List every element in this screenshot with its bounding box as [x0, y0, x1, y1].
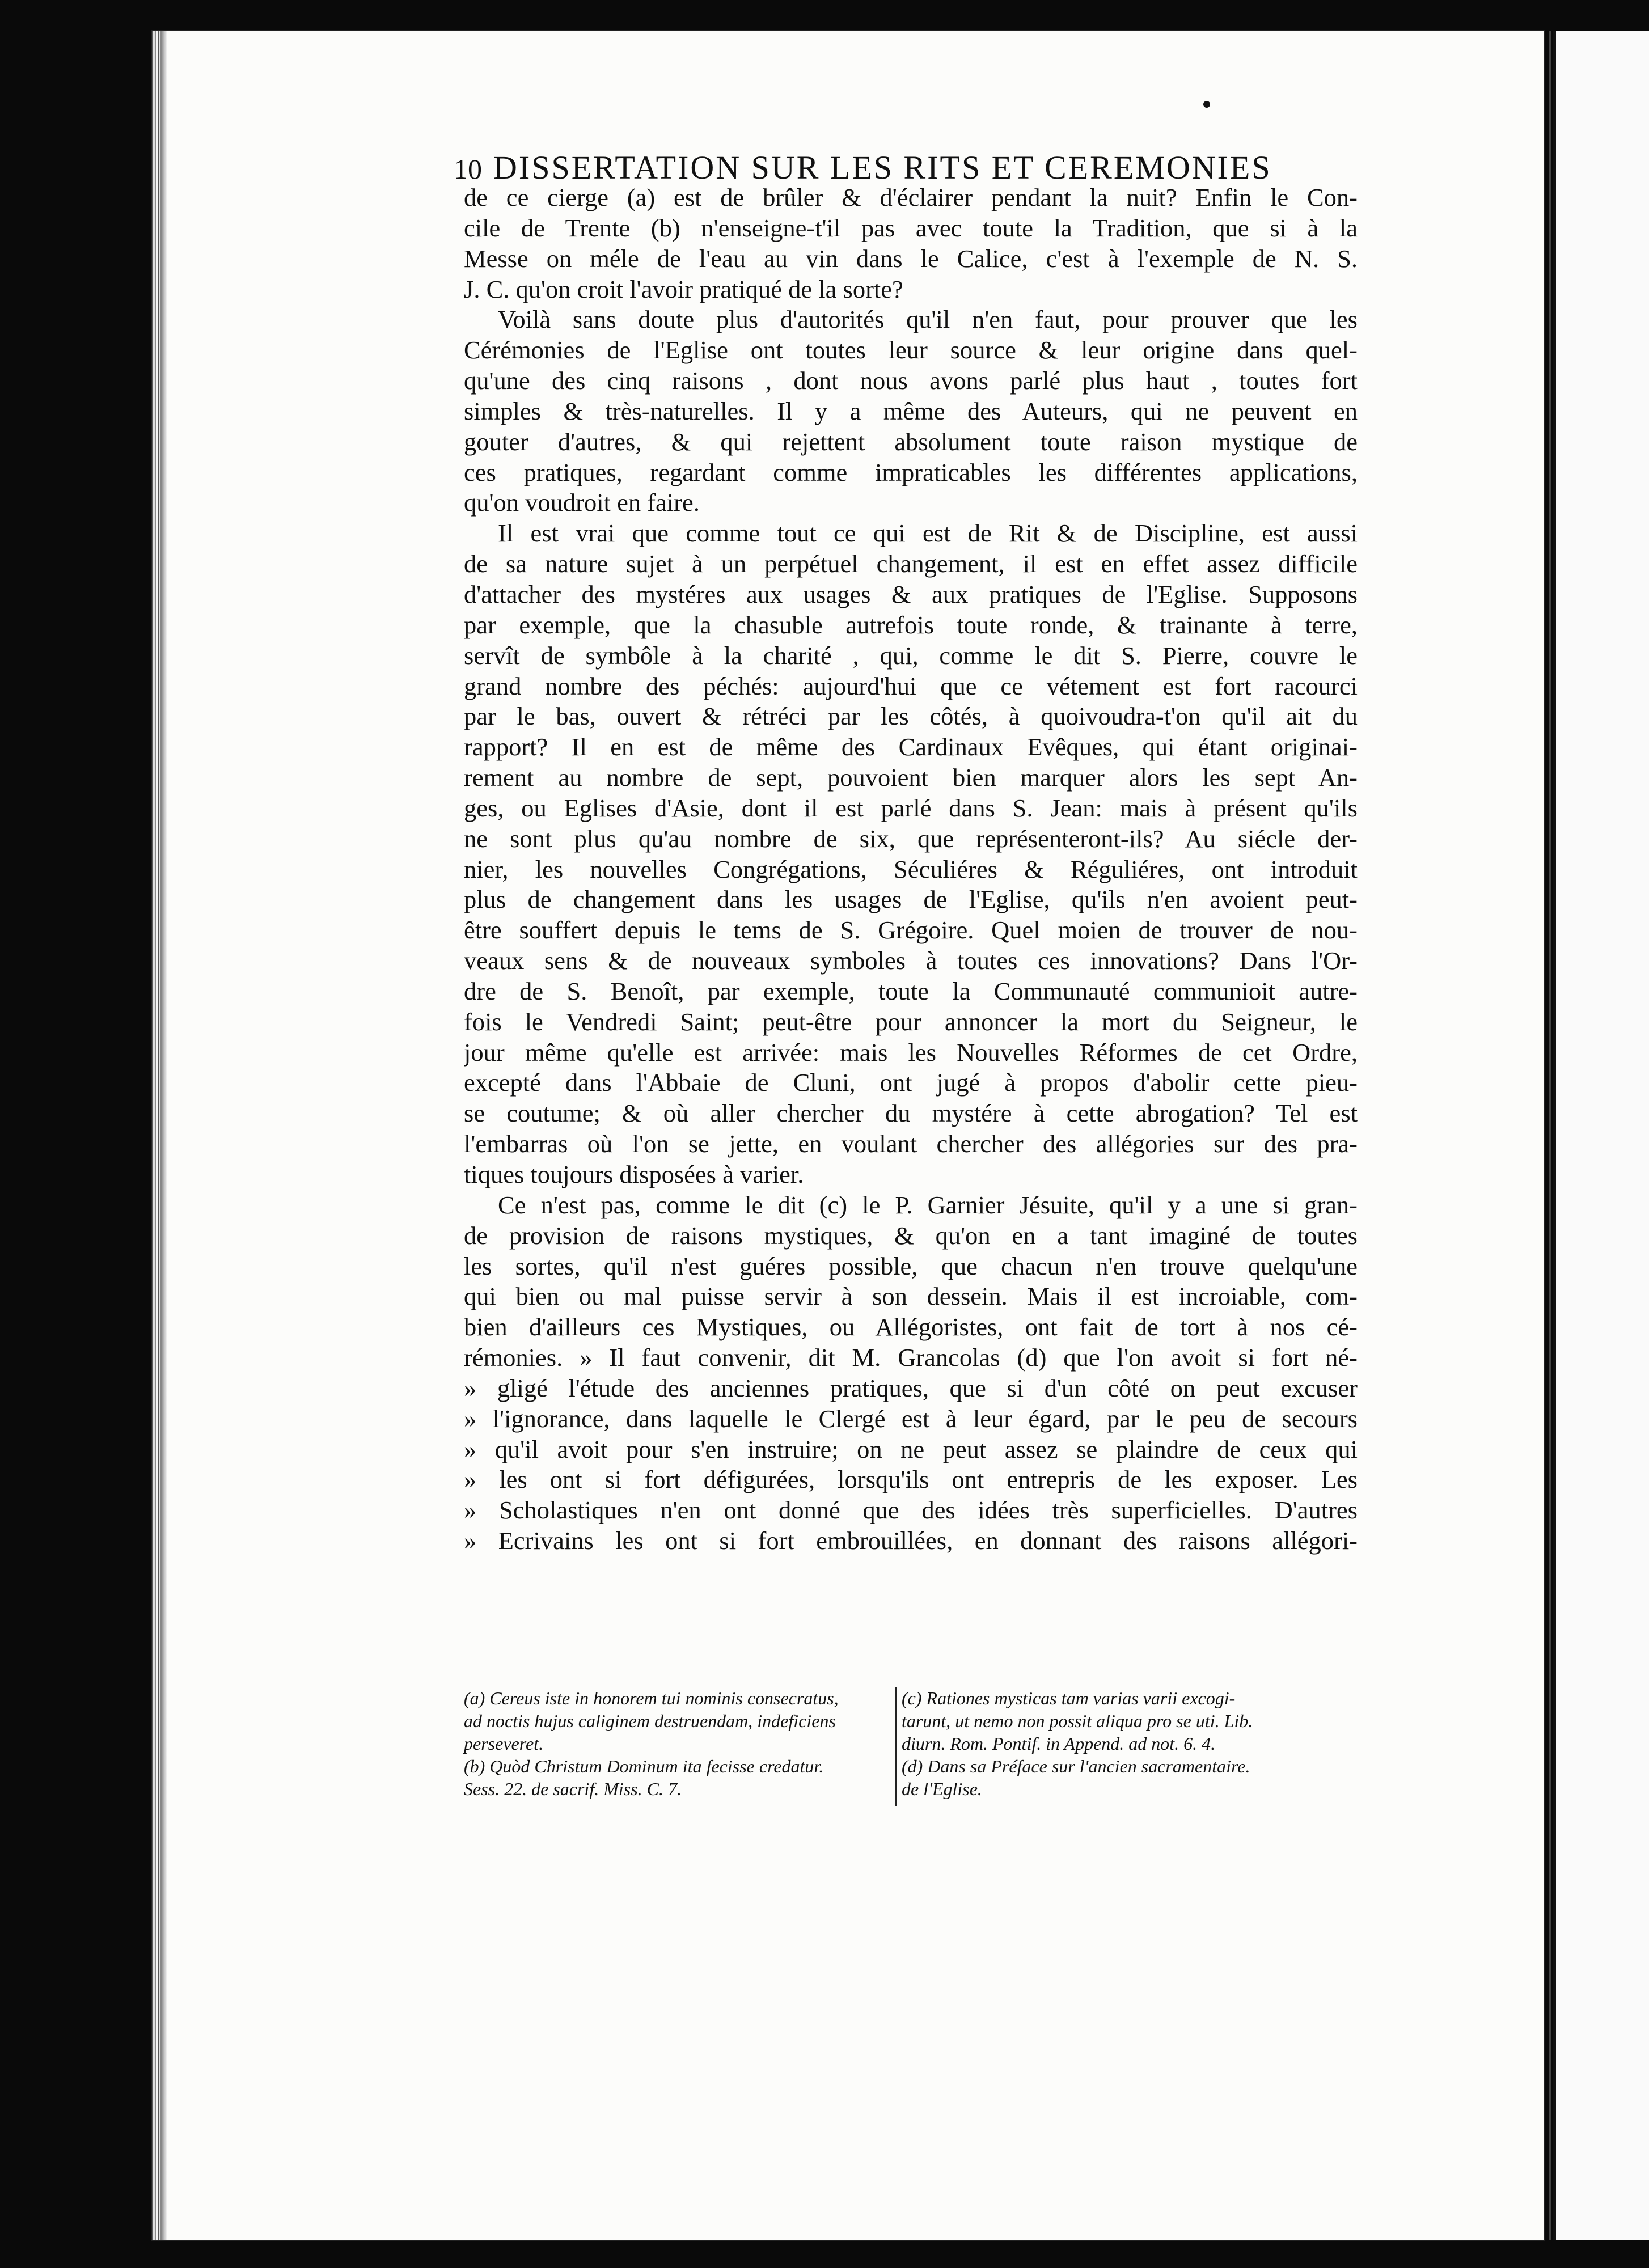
- footnote-line: (b) Quòd Christum Dominum ita fecisse credatur.: [464, 1756, 824, 1776]
- footnote-line: (a) Cereus iste in honorem tui nominis consecratus,: [464, 1688, 839, 1708]
- running-header: [454, 149, 1333, 187]
- footnotes-right-column: [902, 1687, 1355, 1800]
- running-title: DISSERTATION SUR LES RITS ET CEREMONIES: [493, 149, 1272, 186]
- body-line: dre de S. Benoît, par exemple, toute la Communauté communioit autre-: [464, 976, 1358, 1005]
- footnote-line: de l'Eglise.: [902, 1779, 982, 1799]
- footnote-line: Sess. 22. de sacrif. Miss. C. 7.: [464, 1779, 682, 1799]
- page-gutter-shadow: [162, 31, 167, 2240]
- body-line: rapport? Il en est de même des Cardinaux Evêques, qui étant originai-: [464, 733, 1358, 761]
- body-line: tiques toujours disposées à varier.: [464, 1160, 804, 1188]
- body-line: gouter d'autres, & qui rejettent absolument toute raison mystique de: [464, 427, 1358, 456]
- body-line: Messe on méle de l'eau au vin dans le Calice, c'est à l'exemple de N. S.: [464, 244, 1358, 273]
- body-line: Ce n'est pas, comme le dit (c) le P. Garnier Jésuite, qu'il y a une si gran-: [498, 1190, 1358, 1219]
- body-line: rement au nombre de sept, pouvoient bien marquer alors les sept An-: [464, 763, 1358, 792]
- body-line: les sortes, qu'il n'est guéres possible, que chacun n'en trouve quelqu'une: [464, 1251, 1358, 1280]
- body-line: » Scholastiques n'en ont donné que des idées très superficielles. D'autres: [464, 1496, 1358, 1525]
- body-line: par le bas, ouvert & rétréci par les côtés, à quoivoudra-t'on qu'il ait du: [464, 702, 1358, 731]
- footnote-line: diurn. Rom. Pontif. in Append. ad not. 6. 4.: [902, 1733, 1216, 1754]
- body-line: ne sont plus qu'au nombre de six, que représenteront-ils? Au siécle der-: [464, 824, 1358, 853]
- body-line: jour même qu'elle est arrivée: mais les Nouvelles Réformes de cet Ordre,: [464, 1038, 1358, 1067]
- footnote-line: ad noctis hujus caliginem destruendam, indeficiens: [464, 1711, 836, 1731]
- body-line: » gligé l'étude des anciennes pratiques, que si d'un côté on peut excuser: [464, 1373, 1358, 1402]
- body-line: cile de Trente (b) n'enseigne-t'il pas avec toute la Tradition, que si à la: [464, 213, 1358, 242]
- body-line: par exemple, que la chasuble autrefois toute ronde, & trainante à terre,: [464, 610, 1358, 639]
- footnote-line: perseveret.: [464, 1733, 544, 1754]
- body-line: grand nombre des péchés: aujourd'hui que ce vétement est fort racourci: [464, 671, 1358, 700]
- body-line: qu'une des cinq raisons , dont nous avons parlé plus haut , toutes fort: [464, 366, 1358, 395]
- body-line: ces pratiques, regardant comme impraticables les différentes applications,: [464, 458, 1358, 486]
- body-line: Voilà sans doute plus d'autorités qu'il n'en faut, pour prouver que les: [498, 305, 1358, 334]
- body-line: qui bien ou mal puisse servir à son dessein. Mais il est incroiable, com-: [464, 1282, 1358, 1311]
- body-line: de sa nature sujet à un perpétuel changement, il est en effet assez difficile: [464, 549, 1358, 578]
- body-line: bien d'ailleurs ces Mystiques, ou Allégoristes, ont fait de tort à nos cé-: [464, 1313, 1358, 1342]
- body-line: de ce cierge (a) est de brûler & d'éclairer pendant la nuit? Enfin le Con-: [464, 183, 1358, 211]
- footnote-line: (d) Dans sa Préface sur l'ancien sacramentaire.: [902, 1756, 1250, 1776]
- footnotes-left-column: [464, 1687, 889, 1800]
- page-edge-line: [1549, 31, 1551, 2240]
- body-text: [464, 183, 1358, 1556]
- body-line: Cérémonies de l'Eglise ont toutes leur source & leur origine dans quel-: [464, 336, 1358, 365]
- page-gutter: [152, 31, 162, 2240]
- body-line: veaux sens & de nouveaux symboles à toutes ces innovations? Dans l'Or-: [464, 946, 1358, 975]
- body-line: rémonies. » Il faut convenir, dit M. Grancolas (d) que l'on avoit si fort né-: [464, 1343, 1358, 1372]
- body-line: ges, ou Eglises d'Asie, dont il est parlé dans S. Jean: mais à présent qu'ils: [464, 793, 1358, 822]
- body-line: servît de symbôle à la charité , qui, comme le dit S. Pierre, couvre le: [464, 641, 1358, 670]
- body-line: Il est vrai que comme tout ce qui est de Rit & de Discipline, est aussi: [498, 519, 1358, 548]
- body-line: d'attacher des mystéres aux usages & aux pratiques de l'Eglise. Supposons: [464, 579, 1358, 608]
- footnote-line: tarunt, ut nemo non possit aliqua pro se uti. Lib.: [902, 1711, 1253, 1731]
- body-line: simples & très-naturelles. Il y a même des Auteurs, qui ne peuvent en: [464, 396, 1358, 425]
- body-line: J. C. qu'on croit l'avoir pratiqué de la sorte?: [464, 274, 903, 303]
- body-line: nier, les nouvelles Congrégations, Séculiéres & Réguliéres, ont introduit: [464, 854, 1358, 883]
- body-line: qu'on voudroit en faire.: [464, 488, 700, 517]
- body-line: l'embarras où l'on se jette, en voulant chercher des allégories sur des pra-: [464, 1129, 1358, 1158]
- body-line: excepté dans l'Abbaie de Cluni, ont jugé à propos d'abolir cette pieu-: [464, 1068, 1358, 1097]
- body-line: » qu'il avoit pour s'en instruire; on ne peut assez se plaindre de ceux qui: [464, 1435, 1358, 1463]
- footnote-line: (c) Rationes mysticas tam varias varii excogi-: [902, 1688, 1236, 1708]
- body-line: se coutume; & où aller chercher du mystére à cette abrogation? Tel est: [464, 1099, 1358, 1128]
- body-line: » les ont si fort défigurées, lorsqu'ils ont entrepris de les exposer. Les: [464, 1465, 1358, 1494]
- body-line: plus de changement dans les usages de l'Eglise, qu'ils n'en avoient peut-: [464, 885, 1358, 914]
- page-number: 10: [454, 153, 482, 185]
- footnote-column-divider: [895, 1687, 897, 1806]
- facing-page-edge: [1553, 31, 1649, 2240]
- body-line: » Ecrivains les ont si fort embrouillées, en donnant des raisons allégori-: [464, 1526, 1358, 1555]
- body-line: » l'ignorance, dans laquelle le Clergé est à leur égard, par le peu de secours: [464, 1404, 1358, 1433]
- ink-dot: [1203, 101, 1210, 108]
- body-line: de provision de raisons mystiques, & qu'on en a tant imaginé de toutes: [464, 1221, 1358, 1250]
- body-line: être souffert depuis le tems de S. Grégoire. Quel moien de trouver de nou-: [464, 916, 1358, 945]
- body-line: fois le Vendredi Saint; peut-être pour annoncer la mort du Seigneur, le: [464, 1007, 1358, 1036]
